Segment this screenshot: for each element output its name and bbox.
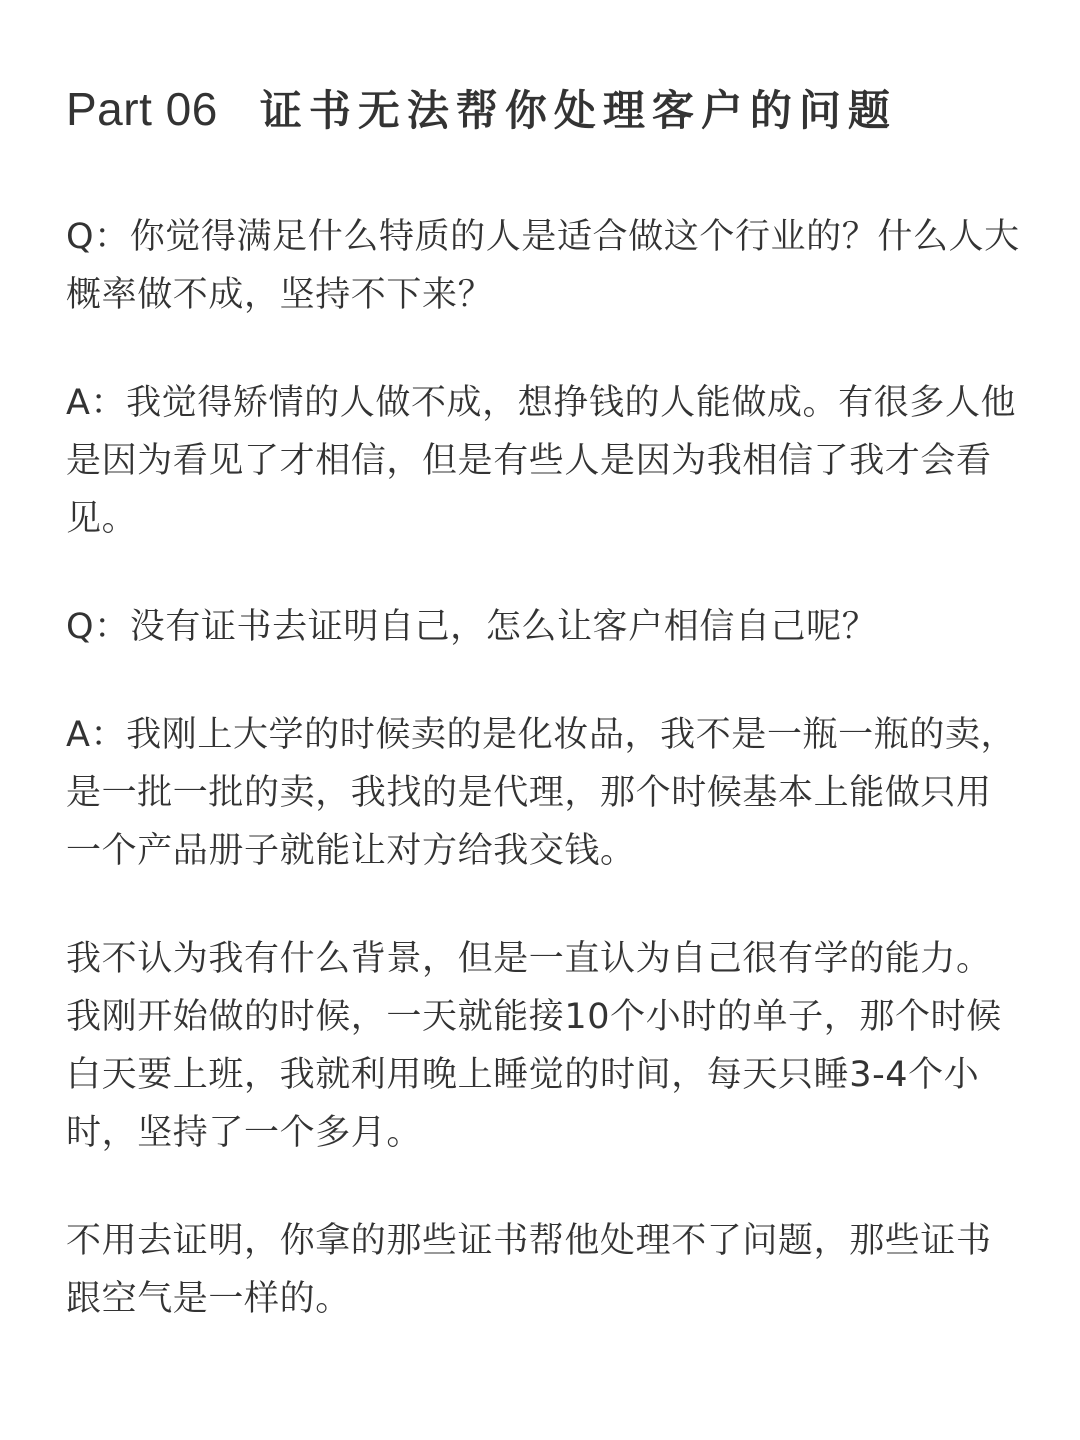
answer-paragraph-1: A：我觉得矫情的人做不成，想挣钱的人能做成。有很多人他是因为看见了才相信，但是有些人是因为我相信了我才会看见。 xyxy=(66,383,1017,539)
title-part-number: Part 06 xyxy=(66,83,218,135)
answer-paragraph-4: 不用去证明，你拿的那些证书帮他处理不了问题，那些证书跟空气是一样的。 xyxy=(66,1221,992,1319)
page-title xyxy=(66,78,1026,138)
question-paragraph-1: Q：你觉得满足什么特质的人是适合做这个行业的？什么人大概率做不成，坚持不下来？ xyxy=(66,217,1020,315)
answer-paragraph-3: 我不认为我有什么背景，但是一直认为自己很有学的能力。我刚开始做的时候，一天就能接10个小时的单子，那个时候白天要上班，我就利用晚上睡觉的时间，每天只睡3-4个小时，坚持了一个多月。 xyxy=(66,939,1002,1153)
article xyxy=(66,78,1026,1378)
answer-paragraph-2: A：我刚上大学的时候卖的是化妆品，我不是一瓶一瓶的卖，是一批一批的卖，我找的是代理，那个时候基本上能做只用一个产品册子就能让对方给我交钱。 xyxy=(66,715,1017,871)
question-paragraph-2: Q：没有证书去证明自己，怎么让客户相信自己呢？ xyxy=(66,607,878,647)
title-heading-text: 证书无法帮你处理客户的问题 xyxy=(259,86,897,135)
